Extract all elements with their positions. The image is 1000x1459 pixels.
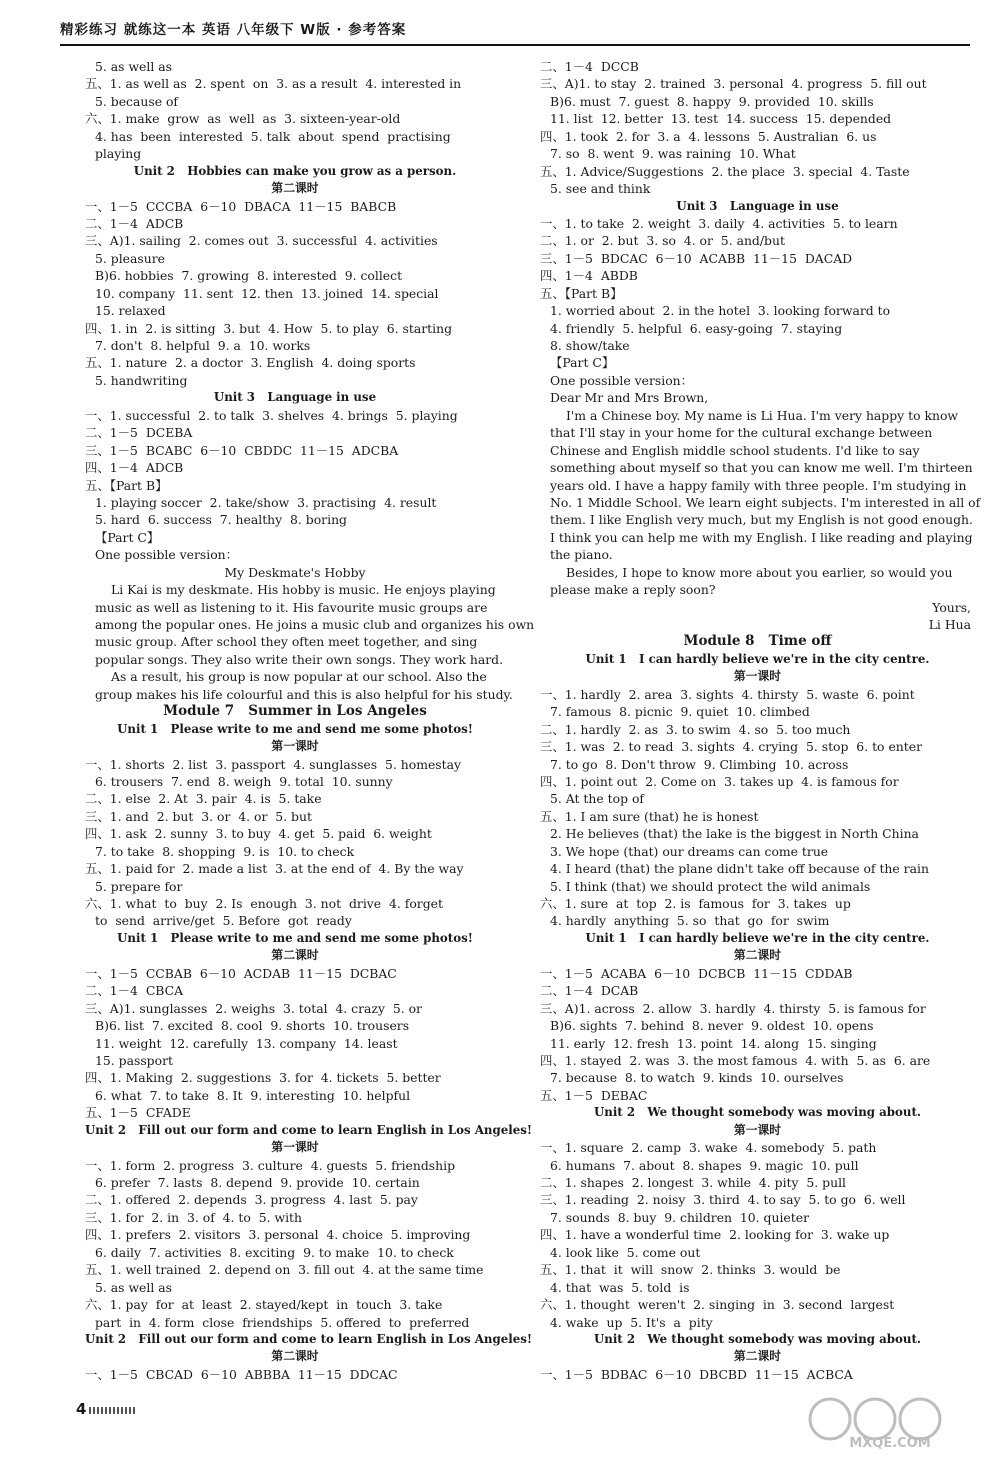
answer-line: years old. I have a happy family with three people. I'm studying in bbox=[550, 477, 967, 493]
answer-line: 6. humans 7. about 8. shapes 9. magic 10. pull bbox=[550, 1157, 859, 1173]
answer-line: 四、1. Making 2. suggestions 3. for 4. tickets 5. better bbox=[85, 1070, 441, 1086]
answer-line: 一、1. to take 2. weight 3. daily 4. activities 5. to learn bbox=[540, 215, 898, 231]
answer-line: 6. trousers 7. end 8. weigh 9. total 10. sunny bbox=[95, 773, 393, 789]
answer-line: 5. because of bbox=[95, 93, 179, 109]
answer-line: Chinese and English middle school students. I'd like to say bbox=[550, 442, 920, 458]
answer-line: 5. see and think bbox=[550, 181, 651, 197]
unit-heading: Unit 1 Please write to me and send me some photos! bbox=[117, 721, 473, 736]
answer-line: music as well as listening to it. His favourite music groups are bbox=[95, 599, 488, 615]
right-column bbox=[540, 58, 981, 1383]
answer-line: As a result, his group is now popular at our school. Also the bbox=[111, 669, 487, 685]
answer-line: the piano. bbox=[550, 547, 613, 563]
answer-line: 一、1－5 CCBAB 6－10 ACDAB 11－15 DCBAC bbox=[85, 965, 397, 981]
answer-line: 11. list 12. better 13. test 14. success 15. depended bbox=[550, 111, 892, 127]
answer-line: 三、A)1. sailing 2. comes out 3. successful 4. activities bbox=[85, 233, 438, 249]
lesson-heading: 第二课时 bbox=[271, 1349, 319, 1364]
answer-line: 五、1. paid for 2. made a list 3. at the end of 4. By the way bbox=[85, 861, 464, 877]
answer-line: 5. I think (that) we should protect the wild animals bbox=[550, 878, 871, 894]
answer-line: please make a reply soon? bbox=[550, 582, 716, 598]
answer-line: 1. worried about 2. in the hotel 3. looking forward to bbox=[550, 303, 891, 319]
answer-line: B)6. must 7. guest 8. happy 9. provided 10. skills bbox=[550, 93, 874, 109]
answer-line: 四、1－4 ABDB bbox=[540, 268, 638, 284]
lesson-heading: 第二课时 bbox=[733, 948, 782, 963]
answer-line: to send arrive/get 5. Before got ready bbox=[95, 913, 352, 929]
lesson-heading: 第一课时 bbox=[733, 669, 782, 684]
answer-line: 2. He believes (that) the lake is the biggest in North China bbox=[550, 826, 919, 842]
answer-line: 二、1－4 ADCB bbox=[85, 215, 184, 231]
answer-line: among the popular ones. He joins a music club and organizes his own bbox=[95, 617, 535, 632]
answer-line: 15. relaxed bbox=[95, 303, 166, 319]
answer-line: 7. famous 8. picnic 9. quiet 10. climbed bbox=[550, 704, 810, 720]
unit-heading: Unit 2 We thought somebody was moving about. bbox=[593, 1331, 922, 1346]
answer-line: 二、1－5 DCEBA bbox=[85, 425, 193, 441]
answer-line: 三、1. reading 2. noisy 3. third 4. to say 5. to go 6. well bbox=[540, 1192, 906, 1208]
answer-line: 11. early 12. fresh 13. point 14. along 15. singing bbox=[550, 1035, 877, 1051]
page-number-decoration bbox=[89, 1407, 135, 1414]
answer-line: 三、A)1. across 2. allow 3. hardly 4. thirsty 5. is famous for bbox=[540, 1000, 926, 1016]
answer-line: 二、1. shapes 2. longest 3. while 4. pity 5. pull bbox=[540, 1175, 847, 1190]
answer-line: 7. to take 8. shopping 9. is 10. to check bbox=[95, 843, 355, 859]
answer-line: 二、1. or 2. but 3. so 4. or 5. and/but bbox=[540, 233, 785, 249]
answer-line: 三、1. and 2. but 3. or 4. or 5. but bbox=[85, 808, 312, 824]
answer-line: 四、1. prefers 2. visitors 3. personal 4. choice 5. improving bbox=[85, 1227, 471, 1243]
answer-line: 三、A)1. to stay 2. trained 3. personal 4. progress 5. fill out bbox=[540, 76, 927, 92]
answer-line: 11. weight 12. carefully 13. company 14. least bbox=[95, 1035, 398, 1051]
answer-line: 三、1. for 2. in 3. of 4. to 5. with bbox=[85, 1209, 303, 1225]
answer-line: 一、1－5 BDBAC 6－10 DBCBD 11－15 ACBCA bbox=[540, 1366, 853, 1382]
answer-line: 二、1－4 DCAB bbox=[540, 983, 639, 999]
answer-line: 7. so 8. went 9. was raining 10. What bbox=[550, 146, 796, 162]
answer-line: 四、1. point out 2. Come on 3. takes up 4. is famous for bbox=[540, 773, 899, 789]
answer-line: 4. I heard (that) the plane didn't take off because of the rain bbox=[550, 861, 929, 877]
answer-line: 六、1. sure at top 2. is famous for 3. takes up bbox=[540, 896, 851, 911]
answer-line: 5. hard 6. success 7. healthy 8. boring bbox=[95, 512, 347, 528]
answer-line: 一、1－5 CCCBA 6－10 DBACA 11－15 BABCB bbox=[85, 198, 397, 214]
answer-line: 6. daily 7. activities 8. exciting 9. to make 10. to check bbox=[95, 1244, 454, 1260]
answer-line: them. I like English very much, but my English is not good enough. bbox=[550, 512, 973, 528]
essay-title: My Deskmate's Hobby bbox=[224, 564, 366, 580]
answer-line: 四、1. have a wonderful time 2. looking for 3. wake up bbox=[540, 1227, 890, 1243]
answer-line: 7. don't 8. helpful 9. a 10. works bbox=[95, 338, 311, 353]
page-number-text: 4 bbox=[76, 1400, 87, 1418]
answer-line: 五、1. Advice/Suggestions 2. the place 3. special 4. Taste bbox=[540, 163, 910, 179]
unit-heading: Unit 2 Fill out our form and come to learn English in Los Angeles! bbox=[85, 1122, 533, 1137]
unit-heading: Unit 3 Language in use bbox=[213, 390, 377, 405]
unit-heading: Unit 3 Language in use bbox=[676, 198, 839, 213]
watermark-logo bbox=[800, 1395, 980, 1450]
answer-line: 二、1－4 DCCB bbox=[540, 59, 639, 74]
header-title: 精彩练习 就练这一本 英语 八年级下 W版 · 参考答案 bbox=[60, 22, 407, 38]
lesson-heading: 第一课时 bbox=[271, 1140, 319, 1155]
unit-heading: Unit 1 I can hardly believe we're in the city centre. bbox=[585, 651, 930, 666]
answer-line: 【Part C】 bbox=[95, 529, 160, 545]
unit-heading: Unit 2 Hobbies can make you grow as a person. bbox=[133, 163, 457, 178]
answer-line: music group. After school they often meet together, and sing bbox=[95, 634, 478, 650]
answer-line: 一、1. shorts 2. list 3. passport 4. sunglasses 5. homestay bbox=[85, 756, 462, 772]
answer-line: 10. company 11. sent 12. then 13. joined 14. special bbox=[95, 285, 439, 301]
answer-line: 4. has been interested 5. talk about spend practising bbox=[95, 128, 451, 144]
answer-line: 【Part C】 bbox=[550, 355, 615, 371]
answer-line: part in 4. form close friendships 5. offered to preferred bbox=[95, 1314, 470, 1330]
answer-line: 四、1. took 2. for 3. a 4. lessons 5. Australian 6. us bbox=[540, 128, 877, 144]
answer-line: 一、1－5 ACABA 6－10 DCBCB 11－15 CDDAB bbox=[540, 965, 853, 981]
answer-line: 四、1. ask 2. sunny 3. to buy 4. get 5. paid 6. weight bbox=[85, 826, 432, 842]
answer-line: 7. sounds 8. buy 9. children 10. quieter bbox=[550, 1209, 809, 1225]
answer-line: Li Kai is my deskmate. His hobby is music. He enjoys playing bbox=[111, 582, 496, 598]
answer-line: 6. prefer 7. lasts 8. depend 9. provide 10. certain bbox=[95, 1175, 420, 1190]
answer-line: 三、1. was 2. to read 3. sights 4. crying 5. stop 6. to enter bbox=[540, 739, 922, 755]
answer-line: playing bbox=[95, 146, 142, 162]
answer-line: 8. show/take bbox=[550, 338, 630, 353]
answer-line: Dear Mr and Mrs Brown, bbox=[550, 390, 709, 406]
answer-line: 五、【Part B】 bbox=[540, 285, 623, 301]
answer-line: 一、1－5 CBCAD 6－10 ABBBA 11－15 DDCAC bbox=[85, 1366, 398, 1382]
answer-line: I'm a Chinese boy. My name is Li Hua. I'm very happy to know bbox=[566, 407, 959, 423]
answer-line: 二、1. offered 2. depends 3. progress 4. last 5. pay bbox=[85, 1192, 418, 1208]
answer-line: 5. handwriting bbox=[95, 372, 188, 388]
answer-line: 五、1. as well as 2. spent on 3. as a result 4. interested in bbox=[85, 76, 462, 92]
answer-line: 4. that was 5. told is bbox=[550, 1279, 690, 1295]
answer-line: 五、【Part B】 bbox=[85, 477, 168, 493]
answer-line: 一、1. successful 2. to talk 3. shelves 4. brings 5. playing bbox=[85, 407, 458, 423]
answer-line: 五、1. well trained 2. depend on 3. fill out 4. at the same time bbox=[85, 1262, 484, 1278]
lesson-heading: 第二课时 bbox=[271, 181, 319, 196]
answer-line: that I'll stay in your home for the cultural exchange between bbox=[550, 425, 933, 441]
answer-line: 5. prepare for bbox=[95, 878, 183, 894]
answer-line: 一、1. form 2. progress 3. culture 4. guests 5. friendship bbox=[85, 1157, 456, 1173]
answer-line: 5. At the top of bbox=[550, 791, 644, 807]
answer-line: 六、1. pay for at least 2. stayed/kept in touch 3. take bbox=[85, 1297, 443, 1313]
answer-line: 3. We hope (that) our dreams can come true bbox=[550, 843, 829, 859]
answer-line: 四、1. stayed 2. was 3. the most famous 4. with 5. as 6. are bbox=[540, 1052, 931, 1068]
answer-line: 5. pleasure bbox=[95, 250, 165, 266]
answer-line: group makes his life colourful and this is also helpful for his study. bbox=[95, 686, 513, 702]
answer-line: 二、1. else 2. At 3. pair 4. is 5. take bbox=[85, 791, 322, 807]
answer-line: 一、1. square 2. camp 3. wake 4. somebody 5. path bbox=[540, 1140, 877, 1156]
answer-line: I think you can help me with my English. I like reading and playing bbox=[550, 529, 973, 545]
answer-line: 7. because 8. to watch 9. kinds 10. ourselves bbox=[550, 1070, 844, 1086]
answer-line: B)6. sights 7. behind 8. never 9. oldest 10. opens bbox=[550, 1018, 874, 1034]
page-header bbox=[60, 18, 970, 48]
left-column bbox=[85, 58, 535, 1383]
answer-line: 五、1－5 CFADE bbox=[85, 1105, 191, 1121]
answer-line: One possible version： bbox=[550, 372, 694, 388]
answer-line: 五、1. that it will snow 2. thinks 3. would be bbox=[540, 1262, 841, 1278]
answer-line: 六、1. make grow as well as 3. sixteen-year-old bbox=[85, 111, 401, 127]
unit-heading: Unit 1 Please write to me and send me some photos! bbox=[117, 930, 473, 945]
answer-line: popular songs. They also write their own songs. They work hard. bbox=[95, 651, 504, 667]
answer-line: 4. look like 5. come out bbox=[550, 1244, 701, 1260]
answer-line: 四、1－4 ADCB bbox=[85, 460, 184, 476]
answer-line: 六、1. what to buy 2. Is enough 3. not drive 4. forget bbox=[85, 896, 443, 911]
answer-line: 五、1－5 DEBAC bbox=[540, 1087, 648, 1103]
answer-line: 四、1. in 2. is sitting 3. but 4. How 5. to play 6. starting bbox=[85, 320, 453, 336]
unit-heading: Unit 1 I can hardly believe we're in the city centre. bbox=[585, 930, 930, 945]
answer-line: 三、1－5 BCABC 6－10 CBDDC 11－15 ADCBA bbox=[85, 442, 399, 458]
answer-line: Yours, bbox=[932, 599, 971, 615]
module-heading: Module 8 Time off bbox=[683, 633, 832, 650]
answer-line: 6. what 7. to take 8. It 9. interesting 10. helpful bbox=[95, 1087, 411, 1103]
answer-line: 五、1. nature 2. a doctor 3. English 4. doing sports bbox=[85, 355, 416, 371]
header-rule bbox=[60, 44, 970, 46]
answer-line: 4. hardly anything 5. so that go for swim bbox=[550, 913, 830, 929]
answer-line: 五、1. I am sure (that) he is honest bbox=[540, 808, 759, 824]
answer-line: 一、1. hardly 2. area 3. sights 4. thirsty 5. waste 6. point bbox=[540, 686, 915, 702]
unit-heading: Unit 2 We thought somebody was moving about. bbox=[593, 1105, 922, 1120]
answer-line: 4. wake up 5. It's a pity bbox=[550, 1314, 713, 1330]
page-number bbox=[76, 1400, 135, 1418]
answer-line: 二、1－4 CBCA bbox=[85, 983, 184, 999]
answer-line: No. 1 Middle School. We learn eight subjects. I'm interested in all of bbox=[550, 494, 981, 510]
answer-line: 三、1－5 BDCAC 6－10 ACABB 11－15 DACAD bbox=[540, 250, 853, 266]
lesson-heading: 第二课时 bbox=[733, 1349, 782, 1364]
watermark-text: MXQE.COM bbox=[849, 1436, 931, 1450]
answer-line: 4. friendly 5. helpful 6. easy-going 7. staying bbox=[550, 320, 843, 336]
lesson-heading: 第一课时 bbox=[733, 1122, 782, 1137]
answer-line: 二、1. hardly 2. as 3. to swim 4. so 5. too much bbox=[540, 721, 851, 737]
module-heading: Module 7 Summer in Los Angeles bbox=[163, 703, 427, 720]
lesson-heading: 第二课时 bbox=[271, 948, 319, 963]
unit-heading: Unit 2 Fill out our form and come to learn English in Los Angeles! bbox=[85, 1331, 533, 1346]
answer-line: Besides, I hope to know more about you earlier, so would you bbox=[566, 564, 953, 580]
answer-line: something about myself so that you can know me well. I'm thirteen bbox=[550, 460, 973, 476]
answer-line: 15. passport bbox=[95, 1052, 173, 1068]
lesson-heading: 第一课时 bbox=[271, 739, 319, 754]
answer-line: 三、A)1. sunglasses 2. weighs 3. total 4. crazy 5. or bbox=[85, 1000, 422, 1016]
answer-line: Li Hua bbox=[928, 617, 971, 632]
answer-line: One possible version： bbox=[95, 547, 239, 563]
answer-line: 六、1. thought weren't 2. singing in 3. second largest bbox=[540, 1297, 895, 1313]
answer-line: 5. as well as bbox=[95, 59, 172, 74]
answer-line: 1. playing soccer 2. take/show 3. practising 4. result bbox=[95, 494, 437, 510]
answer-line: 5. as well as bbox=[95, 1279, 172, 1295]
answer-line: B)6. hobbies 7. growing 8. interested 9. collect bbox=[95, 268, 403, 284]
answer-line: B)6. list 7. excited 8. cool 9. shorts 10. trousers bbox=[95, 1018, 410, 1034]
answer-line: 7. to go 8. Don't throw 9. Climbing 10. across bbox=[550, 756, 849, 772]
